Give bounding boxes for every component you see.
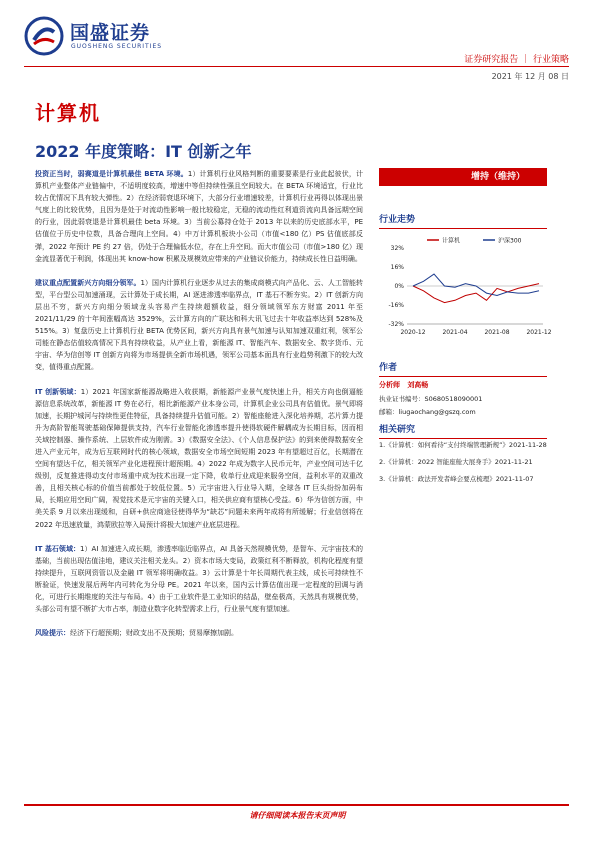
- paragraph: [35, 168, 363, 265]
- industry-trend-chart: [379, 232, 552, 344]
- analyst-label: 分析师: [379, 381, 400, 389]
- paragraph-lead: 风险提示：: [35, 629, 70, 638]
- related-heading: 相关研究: [379, 422, 547, 439]
- x-tick-label: 2021-08: [484, 329, 510, 336]
- footer-divider: [24, 804, 569, 806]
- paragraph-text: 经济下行超预期；财政支出不及预期；贸易摩擦加剧。: [70, 629, 238, 638]
- analyst: [379, 380, 428, 390]
- y-tick-label: 16%: [390, 264, 404, 271]
- paragraph: [35, 277, 363, 374]
- report-title: 2022 年度策略：IT 创新之年: [35, 142, 252, 161]
- x-tick-label: 2021-12: [526, 329, 552, 336]
- paragraph-text: 1）2021 年国家新能源战略进入收获期，新能源产业景气度快速上升，相关方向也倒逼能源信息系统改革，新能源 IT 势在必行，相比新能源产业本身公司，计算机企业公司具有估值优。景气即将加速，长期护城河与持续性更佳特征，具备持续提升估值可能。2）智能座舱进入深化培养期，芯片算力提升为高阶智能驾驶基础保障提供支持，汽车行业智能化渗透率提升使得软硬件解耦成为长期目标，因而相关域控制器、操作系统、上层软件成为刚需。3）《数据安全法》、《个人信息保护法》的到来使得数据安全进入产业元年，成为后互联网时代的核心领域，数据安全市场空间短期 2023 年有望超过百亿，长期潜在空间有望达千亿，相关领军产业化进程预计超预期。4）2022 年成为数字人民币元年，产业空间可达千亿级别，反复推进得动支付市场重中成为技术出现一定下降，收单行业成迎来服务空间，益利水平的双重改善，且相关核心标的价值当前都处于较低位置。5）元宇宙进入行业导入期，全球各 IT 巨头纷纷加码布局，长期应用空间广阔，视觉技术是元宇宙的关键入口，相关供应商有望核心受益。6）华为信创方面，中美关系 9 月以来出现缓和，自研+供应商途径使得华为“缺芯”问题未来两年成将有所缓解；行业信创将在 2022 年迅速放量，鸿蒙欧拉等入局预计将极大加速产业底层进程。: [35, 387, 363, 529]
- related-link[interactable]: 1.《计算机：如何看待“支付终端管理新规”》2021-11-28: [379, 441, 547, 449]
- report-body: [35, 168, 363, 651]
- rating-badge: 增持（维持）: [379, 168, 547, 186]
- paragraph: [35, 386, 363, 531]
- company-logo: [24, 14, 174, 60]
- y-tick-label: -32%: [388, 321, 404, 328]
- related-link[interactable]: 2.《计算机：2022 智能座舱大展身手》2021-11-21: [379, 458, 533, 466]
- analyst-name: 刘高畅: [407, 381, 429, 389]
- author-heading: 作者: [379, 360, 547, 377]
- license-number: 执业证书编号：S0680518090001: [379, 395, 483, 403]
- paragraph-lead: IT 创新领域：: [35, 387, 81, 396]
- sector-name: 计算机: [35, 101, 101, 125]
- report-type: 证券研究报告 ｜ 行业策略: [464, 55, 569, 65]
- analyst-email: 邮箱：liugaochang@gszq.com: [379, 408, 476, 416]
- trend-heading: 行业走势: [379, 212, 547, 229]
- x-tick-label: 2020-12: [400, 329, 426, 336]
- logo-text: 国盛证券: [70, 22, 151, 44]
- logo-subtext: GUOSHENG SECURITIES: [71, 43, 163, 50]
- paragraph-text: 1）国内计算机行业逐步从过去的集成商模式向产品化、云、人工智能转型，平台型公司加速涌现，云计算处于成长期，AI 逐进渗透率临界点，IT 基石不断夯实。2）IT 创新方向层出不穷，新兴方向细分领域龙头容易产生持续超额收益，细分领域领军东方财富 2011 年至 2021/11/29 的十年间涨幅高达 3529%，云计算方向的广联达和科大讯飞过去十年收益率达到 528%及 515%。3）复盘历史上计算机行业 BETA 优势区间，新兴方向具有景气加速与认知加速双重红利，领军公司能在静态估值较高情况下具有持续收益，从产业上看，新能源 IT、智能汽车、数据安全、数字货币、元宇宙、华为信创等 IT 创新方向将为市场提供全新市场机遇，领军公司基本面具有行业趋势利激下的较大改变，值得重点配置。: [35, 278, 364, 372]
- report-date: 2021 年 12 月 08 日: [491, 72, 569, 81]
- legend-label: 沪深300: [498, 237, 522, 245]
- paragraph: [35, 627, 363, 639]
- paragraph-text: 1）计算机行业风格判断的重要要素是行业此起彼伏，计算机产业整体产业链偏中，不适明度较高，增速中等但持续性强且空间较大。在 BETA 环境适宜，行业比较占优情况下具有较大弹性。2）在经济弱衰退环境下，大部分行业增速较差，计算机行业再得以体现出景气度上的比较优势，且因为是处于对流动性影响一般比较稳定，无稳的流动性红利道资流向具备远期空间的行业，因此弱衰退是计算机最佳 beta 环境。3）当前公募持仓处于 2013 年以来的历史底部水平，PE 估值位于历史中位数，具备合理向上空间。4）中万计算机板块小公司（市值<180 亿）PS 估值底部反弹，2022 年预计 PE 约 27 倍，仍处于合理偏低水位，存在上升空间。而大市值公司（市值>180 亿）现金流显著优于利润，体现出其 know-how 积累及规模效应带来的产业链议价能力，持续成长性日益明确。: [35, 170, 364, 263]
- paragraph: [35, 543, 363, 616]
- paragraph-lead: 投资正当时，弱赛道是计算机最佳 BETA 环境。: [35, 170, 188, 178]
- paragraph-lead: 建议重点配置新兴方向细分领军。: [35, 278, 141, 287]
- footer-disclaimer: 请仔细阅读本报告末页声明: [249, 811, 346, 820]
- legend-label: 计算机: [442, 237, 461, 245]
- series-line: [413, 274, 539, 295]
- y-tick-label: -16%: [388, 302, 404, 309]
- paragraph-lead: IT 基石领域：: [35, 544, 81, 553]
- related-link[interactable]: 3.《计算机：政法开发者峰会要点梳理》2021-11-07: [379, 475, 534, 483]
- paragraph-text: 1）AI 加速进入成长期，渗透率临近临界点，AI 具备天然规模优势，是智车、元宇宙技术的基础，当前出现估值洼地，建议关注相关龙头。2）资本市场大变局，政策红利不断释放，机构化程度有望持续提升，互联网资管以及金融 IT 领军将明确收益。3）云计算是十年长周期代表主线，成长可持续性不断验证，快速发展后两年内可转化为分母 PE。2021 年以来，国内云计算估值出现一定程度的回调与消化，可进行长期维度的关注与布局。4）由于工业软件是工业知识的结晶，壁垒极高，天然具有规模优势，头部公司有望不断扩大市占率，制造业数字化转型需求上行，行业景气度有望加速。: [35, 544, 363, 614]
- y-tick-label: 0%: [394, 283, 404, 290]
- logo-mark-icon: [24, 16, 64, 56]
- header-divider: [24, 66, 569, 67]
- x-tick-label: 2021-04: [442, 329, 468, 336]
- y-tick-label: 32%: [390, 245, 404, 252]
